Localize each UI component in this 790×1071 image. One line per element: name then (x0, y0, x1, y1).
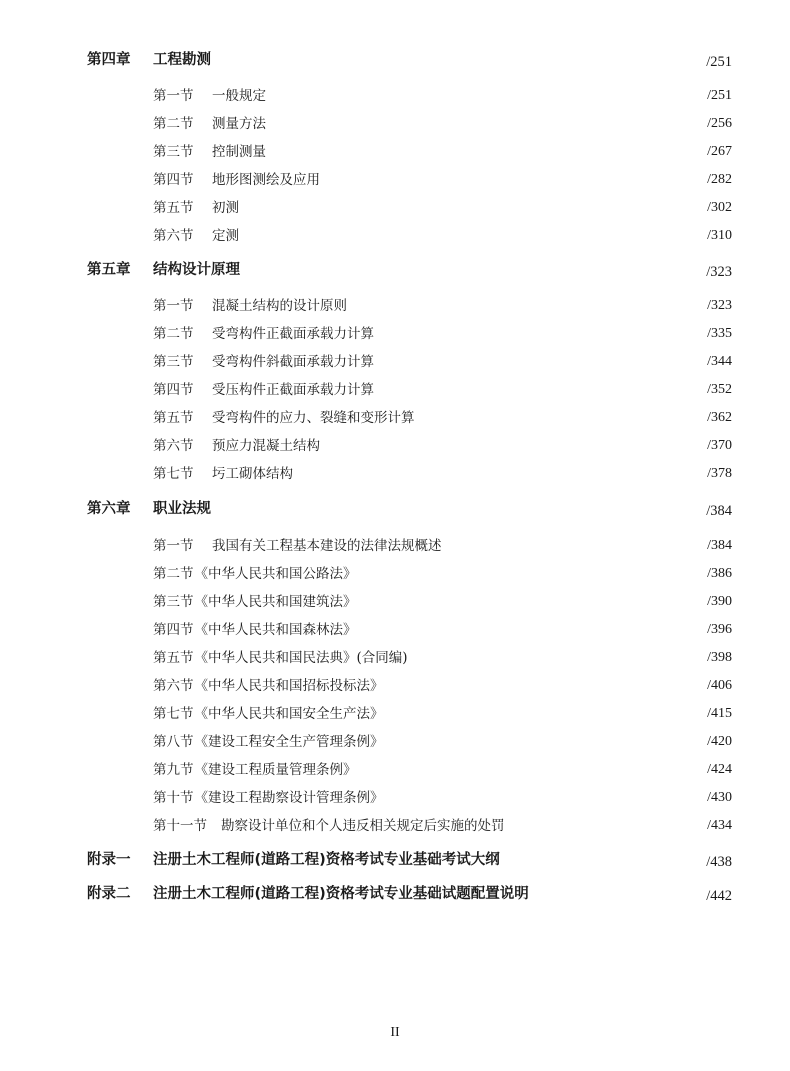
toc-section[interactable] (0, 563, 790, 585)
entry-title: 《中华人民共和国森林法》 (194, 622, 357, 638)
entry-page: /251 (706, 54, 732, 70)
entry-title: 《建设工程勘察设计管理条例》 (194, 790, 384, 806)
entry-heading (153, 731, 384, 753)
entry-page: /386 (707, 566, 732, 581)
toc-section[interactable] (0, 351, 790, 373)
entry-page: /335 (707, 326, 732, 341)
entry-number: 第九节 (153, 762, 194, 778)
entry-page: /406 (707, 678, 732, 693)
entry-page: /352 (707, 382, 732, 397)
entry-title: 地形图测绘及应用 (212, 172, 320, 188)
entry-heading (87, 498, 211, 520)
entry-page: /430 (707, 790, 732, 805)
entry-number: 第一节 (153, 298, 194, 314)
entry-title: 《中华人民共和国安全生产法》 (194, 706, 384, 722)
entry-page: /267 (707, 144, 732, 159)
entry-number: 第八节 (153, 734, 194, 750)
entry-heading (153, 619, 357, 641)
entry-heading (153, 351, 374, 373)
toc-section[interactable] (0, 703, 790, 725)
entry-number: 第一节 (153, 88, 194, 104)
toc-section[interactable] (0, 141, 790, 163)
entry-page: /323 (706, 264, 732, 280)
toc-section[interactable] (0, 675, 790, 697)
entry-page: /302 (707, 200, 732, 215)
toc-section[interactable] (0, 787, 790, 809)
entry-page: /310 (707, 228, 732, 243)
entry-heading (153, 197, 239, 219)
entry-heading (153, 435, 320, 457)
entry-title: 我国有关工程基本建设的法律法规概述 (212, 538, 442, 554)
toc-section[interactable] (0, 591, 790, 613)
entry-heading (153, 563, 357, 585)
toc-section[interactable] (0, 815, 790, 837)
entry-number: 第三节 (153, 354, 194, 370)
entry-heading (153, 591, 357, 613)
entry-heading (87, 883, 529, 905)
page-number: II (390, 1025, 400, 1040)
entry-number: 附录二 (87, 886, 131, 902)
entry-number: 第五节 (153, 200, 194, 216)
entry-heading (153, 295, 347, 317)
entry-number: 第六节 (153, 678, 194, 694)
entry-page: /398 (707, 650, 732, 665)
entry-number: 第四节 (153, 172, 194, 188)
toc-section[interactable] (0, 85, 790, 107)
entry-title: 注册土木工程师(道路工程)资格考试专业基础试题配置说明 (153, 886, 529, 902)
entry-heading (87, 259, 240, 281)
entry-number: 第三节 (153, 594, 194, 610)
entry-heading (153, 407, 415, 429)
entry-number: 第四章 (87, 52, 131, 68)
entry-page: /384 (706, 503, 732, 519)
entry-heading (153, 815, 505, 837)
toc-section[interactable] (0, 113, 790, 135)
entry-heading (153, 113, 266, 135)
entry-heading (153, 85, 266, 107)
toc-section[interactable] (0, 535, 790, 557)
entry-number: 第五章 (87, 262, 131, 278)
entry-number: 第三节 (153, 144, 194, 160)
entry-page: /362 (707, 410, 732, 425)
entry-heading (153, 535, 442, 557)
entry-number: 第十一节 (153, 818, 207, 834)
entry-page: /256 (707, 116, 732, 131)
toc-section[interactable] (0, 463, 790, 485)
entry-title: 工程勘测 (153, 52, 211, 68)
entry-title: 混凝土结构的设计原则 (212, 298, 347, 314)
entry-heading (153, 675, 384, 697)
entry-page: /390 (707, 594, 732, 609)
entry-page: /415 (707, 706, 732, 721)
entry-page: /378 (707, 466, 732, 481)
entry-page: /420 (707, 734, 732, 749)
toc-chapter[interactable] (0, 259, 790, 281)
entry-page: /370 (707, 438, 732, 453)
toc-chapter[interactable] (0, 498, 790, 520)
toc-section[interactable] (0, 759, 790, 781)
entry-title: 定测 (212, 228, 239, 244)
entry-title: 《中华人民共和国招标投标法》 (194, 678, 384, 694)
entry-title: 受弯构件正截面承载力计算 (212, 326, 374, 342)
toc-appendix[interactable] (0, 849, 790, 871)
entry-heading (153, 759, 357, 781)
entry-page: /384 (707, 538, 732, 553)
toc-section[interactable] (0, 197, 790, 219)
entry-heading (153, 169, 320, 191)
entry-page: /251 (707, 88, 732, 103)
entry-number: 第十节 (153, 790, 194, 806)
entry-page: /282 (707, 172, 732, 187)
toc-section[interactable] (0, 225, 790, 247)
entry-heading (153, 647, 408, 669)
entry-title: 《建设工程安全生产管理条例》 (194, 734, 384, 750)
entry-title: 《中华人民共和国建筑法》 (194, 594, 357, 610)
entry-number: 第四节 (153, 382, 194, 398)
entry-heading (87, 49, 211, 71)
entry-page: /442 (706, 888, 732, 904)
toc-section[interactable] (0, 169, 790, 191)
entry-title: 结构设计原理 (153, 262, 240, 278)
entry-title: 勘察设计单位和个人违反相关规定后实施的处罚 (221, 818, 505, 834)
entry-title: 受压构件正截面承载力计算 (212, 382, 374, 398)
toc-section[interactable] (0, 407, 790, 429)
entry-number: 第二节 (153, 326, 194, 342)
entry-title: 一般规定 (212, 88, 266, 104)
entry-number: 第七节 (153, 706, 194, 722)
entry-title: 受弯构件的应力、裂缝和变形计算 (212, 410, 415, 426)
entry-title: 《中华人民共和国公路法》 (194, 566, 357, 582)
entry-heading (153, 323, 374, 345)
entry-title: 预应力混凝土结构 (212, 438, 320, 454)
entry-heading (153, 379, 374, 401)
entry-title: 圬工砌体结构 (212, 466, 293, 482)
entry-number: 第四节 (153, 622, 194, 638)
entry-number: 第六节 (153, 228, 194, 244)
entry-page: /344 (707, 354, 732, 369)
entry-number: 第一节 (153, 538, 194, 554)
toc-section[interactable] (0, 731, 790, 753)
toc-section[interactable] (0, 619, 790, 641)
entry-title: 控制测量 (212, 144, 266, 160)
entry-number: 附录一 (87, 852, 131, 868)
entry-page: /434 (707, 818, 732, 833)
entry-number: 第七节 (153, 466, 194, 482)
toc-appendix[interactable] (0, 883, 790, 905)
entry-heading (153, 225, 239, 247)
toc-section[interactable] (0, 323, 790, 345)
toc-section[interactable] (0, 647, 790, 669)
entry-heading (87, 849, 500, 871)
entry-title: 《中华人民共和国民法典》(合同编) (194, 650, 408, 666)
entry-page: /438 (706, 854, 732, 870)
entry-title: 《建设工程质量管理条例》 (194, 762, 357, 778)
entry-page: /396 (707, 622, 732, 637)
toc-section[interactable] (0, 435, 790, 457)
entry-number: 第二节 (153, 566, 194, 582)
entry-heading (153, 703, 384, 725)
entry-heading (153, 141, 266, 163)
entry-number: 第五节 (153, 410, 194, 426)
entry-number: 第六节 (153, 438, 194, 454)
toc-section[interactable] (0, 295, 790, 317)
entry-title: 职业法规 (153, 501, 211, 517)
entry-number: 第二节 (153, 116, 194, 132)
entry-heading (153, 787, 384, 809)
entry-page: /323 (707, 298, 732, 313)
entry-heading (153, 463, 293, 485)
toc-chapter[interactable] (0, 49, 790, 71)
entry-title: 注册土木工程师(道路工程)资格考试专业基础考试大纲 (153, 852, 500, 868)
entry-number: 第六章 (87, 501, 131, 517)
toc-section[interactable] (0, 379, 790, 401)
entry-number: 第五节 (153, 650, 194, 666)
entry-title: 初测 (212, 200, 239, 216)
entry-title: 受弯构件斜截面承载力计算 (212, 354, 374, 370)
entry-title: 测量方法 (212, 116, 266, 132)
entry-page: /424 (707, 762, 732, 777)
